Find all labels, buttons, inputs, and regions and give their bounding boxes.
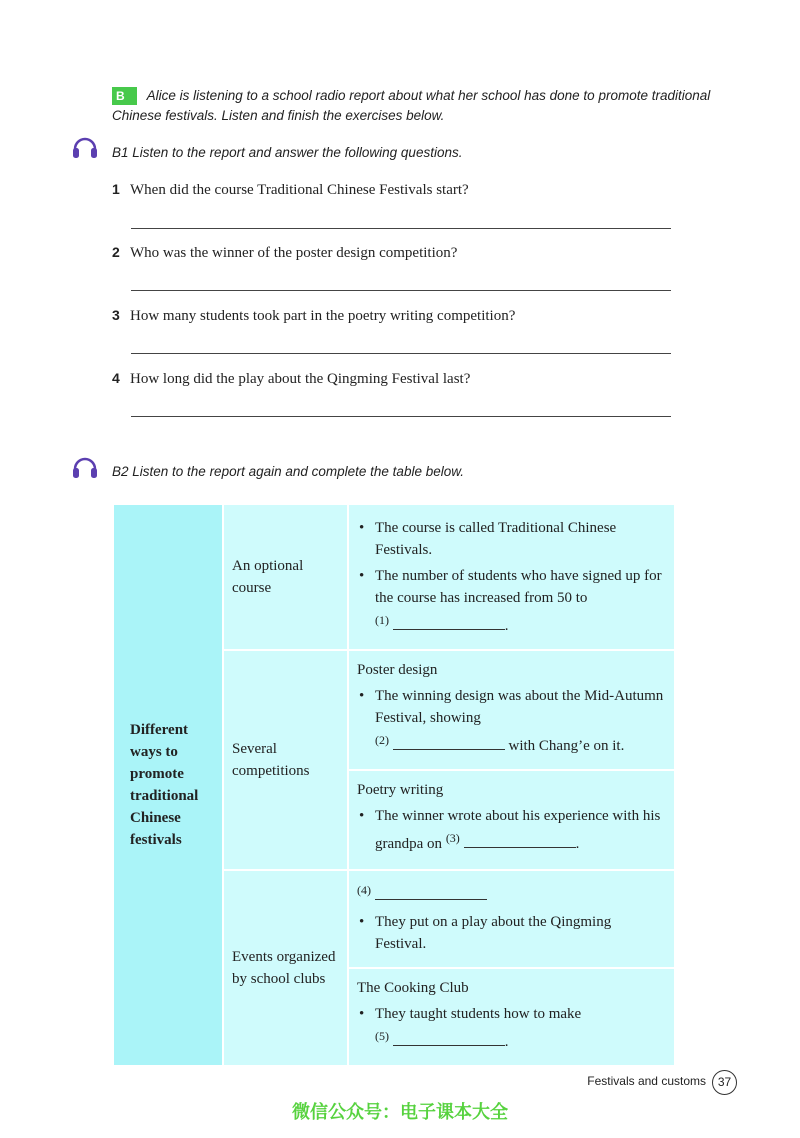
bullet-text: They taught students how to make: [375, 1006, 582, 1022]
subheading: Poetry writing: [357, 782, 444, 798]
blank-number: (5): [375, 1029, 389, 1043]
headphones-icon[interactable]: [72, 454, 98, 480]
section-intro: [112, 86, 712, 126]
bullet-item: • They taught students how to make $^{(5)}$ .: [359, 1006, 582, 1050]
subheading: The Cooking Club: [357, 980, 469, 996]
question-number: 3: [112, 307, 120, 323]
answer-blank-5[interactable]: [393, 1031, 505, 1046]
footer-title: Festivals and customs: [587, 1074, 706, 1088]
intro-text: Alice is listening to a school radio report about what her school has done to promote traditional Chinese festivals. Listen and finish the exercises below.: [112, 88, 711, 123]
category-label: An optional course: [232, 558, 304, 596]
bullet-item: • The winning design was about the Mid-Autumn Festival, showing $^{(2)}$ with Chang’e on it.: [359, 688, 664, 754]
category-label: Several competitions: [232, 741, 310, 779]
detail-cell: [348, 504, 675, 650]
question-text: How long did the play about the Qingming Festival last?: [130, 371, 471, 387]
main-label-cell: [113, 504, 223, 1066]
question-1: [112, 181, 672, 199]
festival-table: [112, 503, 676, 1067]
blank-number: (4): [357, 883, 371, 897]
answer-blank-4[interactable]: [375, 885, 487, 900]
detail-cell: [348, 870, 675, 968]
question-3: [112, 307, 672, 325]
bullet-text: The number of students who have signed up for the course has increased from 50 to: [375, 568, 662, 606]
question-2: [112, 244, 672, 262]
question-number: 1: [112, 181, 120, 197]
bullet-item: • The winner wrote about his experience with his grandpa on $^{(3)}$ .: [359, 808, 661, 852]
category-cell: [223, 650, 348, 870]
answer-line-3[interactable]: [131, 353, 671, 354]
answer-line-4[interactable]: [131, 416, 671, 417]
bullet-item: • The number of students who have signed up for the course has increased from 50 to $^{(1)}$ .: [359, 568, 662, 634]
bullet-item: • The course is called Traditional Chinese Festivals.: [359, 520, 617, 558]
bullet-text: The winner wrote about his experience with his grandpa on: [375, 808, 661, 852]
question-text: Who was the winner of the poster design competition?: [130, 245, 458, 261]
question-text: When did the course Traditional Chinese Festivals start?: [130, 182, 469, 198]
answer-blank-1[interactable]: [393, 615, 505, 630]
bullet-text: The winning design was about the Mid-Autumn Festival, showing: [375, 688, 664, 726]
bullet-text: with Chang’e on it.: [508, 738, 625, 754]
blank-number: (3): [445, 831, 460, 845]
detail-cell: [348, 770, 675, 870]
page-number: 37: [712, 1070, 737, 1095]
answer-line-1[interactable]: [131, 228, 671, 229]
subheading: Poster design: [357, 662, 438, 678]
bullet-item: • They put on a play about the Qingming Festival.: [359, 914, 612, 952]
bullet-text: The course is called Traditional Chinese Festivals.: [375, 520, 617, 558]
category-cell: [223, 504, 348, 650]
answer-blank-2[interactable]: [393, 735, 505, 750]
answer-line-2[interactable]: [131, 290, 671, 291]
b1-instruction: B1 Listen to the report and answer the following questions.: [112, 145, 463, 160]
detail-cell: [348, 968, 675, 1066]
detail-cell: [348, 650, 675, 770]
category-label: Events organized by school clubs: [232, 949, 336, 987]
watermark: 微信公众号：电子课本大全: [292, 1102, 508, 1123]
question-number: 4: [112, 370, 120, 386]
question-4: [112, 370, 672, 388]
blank-number: (1): [375, 613, 389, 627]
section-badge: B: [112, 87, 137, 105]
answer-blank-3[interactable]: [464, 833, 576, 848]
headphones-icon[interactable]: [72, 134, 98, 160]
b2-instruction: B2 Listen to the report again and complete the table below.: [112, 464, 464, 479]
question-number: 2: [112, 244, 120, 260]
category-cell: [223, 870, 348, 1066]
blank-number: (2): [375, 733, 389, 747]
bullet-text: They put on a play about the Qingming Festival.: [375, 914, 612, 952]
question-text: How many students took part in the poetry writing competition?: [130, 308, 516, 324]
main-label: Different ways to promote traditional Chinese festivals: [130, 722, 199, 848]
